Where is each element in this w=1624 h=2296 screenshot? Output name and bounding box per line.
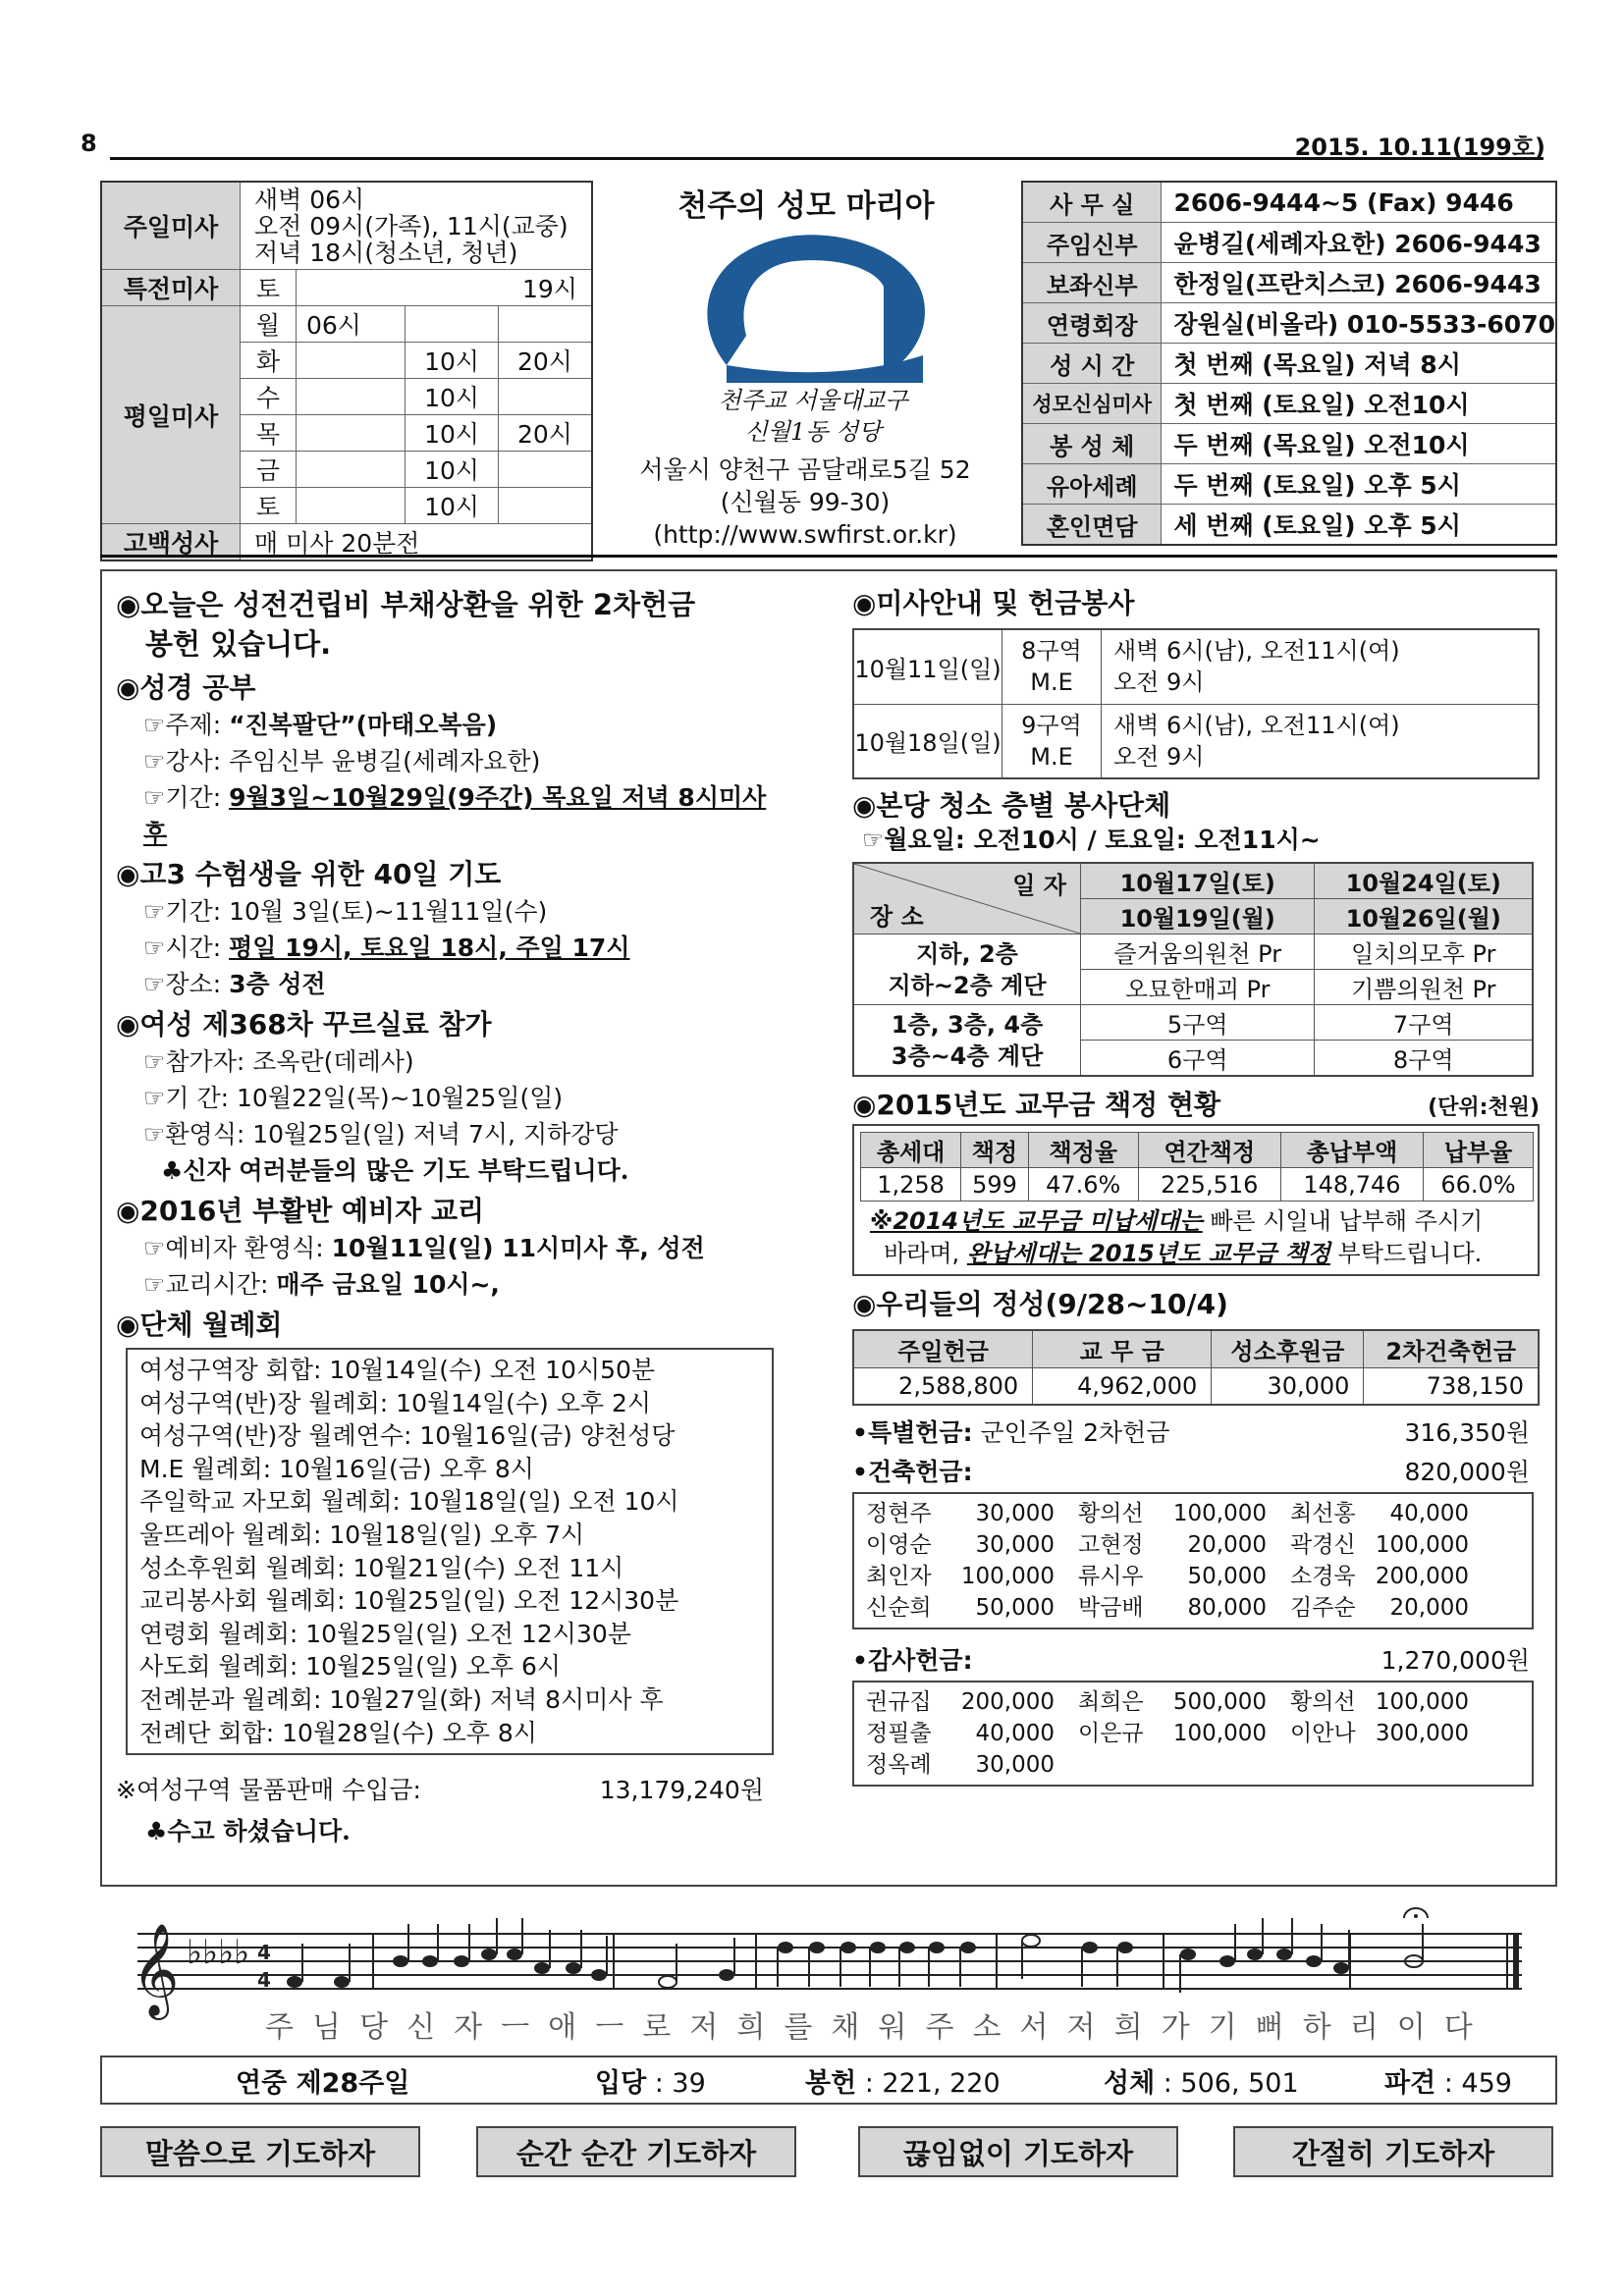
list-item: 주일학교 자모회 월례회: 10월18일(일) 오전 10시	[139, 1487, 679, 1517]
cleaning-heading: ◉본당 청소 층별 봉사단체	[852, 789, 1171, 822]
offering-table: 주일헌금 교 무 금 성소후원금 2차건축헌금 2,588,800 4,962,000 30,000 738,150	[852, 1329, 1540, 1406]
list-item: 울뜨레아 월례회: 10월18일(일) 오후 7시	[139, 1520, 585, 1549]
sale-income: ※여성구역 물품판매 수입금: 13,179,240원	[116, 1776, 764, 1805]
anticipated-mass-label: 특전미사	[101, 270, 241, 306]
sunday-mass-times: 새벽 06시 오전 09시(가족), 11시(교중) 저녁 18시(청소년, 청년)	[241, 182, 593, 270]
sunday-mass-label: 주일미사	[101, 182, 241, 270]
list-item: 전례단 회합: 10월28일(수) 오후 8시	[139, 1718, 537, 1747]
mass-schedule-table: 주일미사 새벽 06시 오전 09시(가족), 11시(교중) 저녁 18시(청소년, 청년) 특전미사 토 19시 평일미사 월 06시 화 10시 20시 수 10시 목 10시 20시 금 10시 토 10시 고백성사 매 미사 20분전	[100, 181, 593, 561]
list-item: 여성구역장 회합: 10월14일(수) 오전 10시50분	[139, 1356, 656, 1384]
treble-clef-icon: 𝄞	[132, 1923, 180, 2016]
weekday-mass-label: 평일미사	[101, 306, 241, 524]
list-item: 교리봉사회 월례회: 10월25일(일) 오전 12시30분	[139, 1586, 679, 1616]
cursillo-heading: ◉여성 제368차 꾸르실료 참가	[116, 1008, 492, 1041]
key-signature-flats: ♭♭♭♭	[187, 1933, 250, 1972]
header-rule	[110, 157, 1543, 160]
motto-box-1: 말씀으로 기도하자	[100, 2126, 420, 2177]
exam-prayer-heading: ◉고3 수험생을 위한 40일 기도	[116, 858, 502, 890]
special-offering: •특별헌금: 군인주일 2차헌금 316,350원	[852, 1418, 1530, 1447]
right-column: ◉미사안내 및 헌금봉사 10월11일(일) 8구역 M.E 새벽 6시(남), 오전11시(여) 오전 9시 10월18일(일) 9구역 M.E 새벽 6시(남), 오전11시(여) 오전 9시 ◉본당 청소 층별 봉사단체 ☞월요일: 오전10시 / 토요일: 오전11시~ 일 자 장 소 10월17일(토) 10월24일(토) 10월19일(월) 10월26일(월) 지하, 2층 지하~2층 계단 즐거움의원천 Pr 일치의모후 Pr 오묘한매괴 Pr 기쁨의원천 Pr 1층, 3층, 4층 3층~4층 계단 5구역 7구역 6구역 8구역 ◉2015년도 교무금 책정 현황 (단위:천원) 총세대 책정 책정율 연간책정 총납부액 납부율 1,258 599 47.6% 225,516 148,746 66.0% ※2014년도 교무금 미납세대는 빠른 시일내 납부해 주시기 바라며, 완납세대는 2015년도 교무금 책정 부탁드립니다. ◉우리들의 정성(9/28~10/4) 주일헌금 교 무 금 성소후원금 2차건축헌금 2,588,800 4,962,000 30,000 738,150 •특별헌금: 군인주일 2차헌금 316,350원 •건축헌금: 820,000원 정현주 30,000 황의선 100,000 최선홍 40,000 이영순 30,000 고현정 20,000 곽경신 100,000 최인자 100,000 류시우 50,000 소경욱 200,000 신순희 50,000 박금배 80,000 김주순 20,000 •감사헌금: 1,270,000원 권규집 200,000 최희은 500,000 황의선 100,000 정필출 40,000 이은규 100,000 이안나 300,000 정옥례 30,000	[852, 585, 1540, 1787]
building-donors-list: 정현주 30,000 황의선 100,000 최선홍 40,000 이영순 30,000 고현정 20,000 곽경신 100,000 최인자 100,000 류시우 50,000 소경욱 200,000 신순희 50,000 박금배 80,000 김주순 20,000	[852, 1492, 1534, 1629]
list-item: 여성구역(반)장 월례연수: 10월16일(금) 양천성당	[139, 1421, 676, 1451]
list-item: 전례분과 월례회: 10월27일(화) 저녁 8시미사 후	[139, 1684, 664, 1714]
office-contact-table: 사 무 실 2606-9444~5 (Fax) 9446 주임신부 윤병길(세례자요한) 2606-9443 보좌신부 한정일(프란치스코) 2606-9443 연령회장 장원실(비올라) 010-5533-6070 성 시 간 첫 번째 (목요일) 저녁 8시 성모신심미사 첫 번째 (토요일) 오전10시 봉 성 체 두 번째 (목요일) 오전10시 유아세례 두 번째 (토요일) 오후 5시 혼인면담 세 번째 (토요일) 오후 5시	[1021, 181, 1557, 546]
list-item: 연령회 월례회: 10월25일(일) 오전 12시30분	[139, 1619, 631, 1648]
logo-caption-2: 신월1동 성당	[744, 418, 882, 446]
liturgy-hymn-bar: 연중 제28주일 입당 : 39 봉헌 : 221, 220 성체 : 506, 501 파견 : 459	[100, 2056, 1557, 2105]
mass-guide-table: 10월11일(일) 8구역 M.E 새벽 6시(남), 오전11시(여) 오전 9시 10월18일(일) 9구역 M.E 새벽 6시(남), 오전11시(여) 오전 9시	[852, 628, 1540, 779]
left-column: ◉오늘은 성전건립비 부채상환을 위한 2차헌금 봉헌 있습니다. ◉성경 공부 ☞주제: “진복팔단”(마태오복음) ☞강사: 주임신부 윤병길(세례자요한) ☞기간: 9월3일~10월29일(9주간) 목요일 저녁 8시미사 후 ◉고3 수험생을 위한 40일 기도 ☞기간: 10월 3일(토)~11월11일(수) ☞시간: 평일 19시, 토요일 18시, 주일 17시 ☞장소: 3층 성전 ◉여성 제368차 꾸르실료 참가 ☞참가자: 조옥란(데레사) ☞기 간: 10월22일(목)~10월25일(일) ☞환영식: 10월25일(일) 저녁 7시, 지하강당 ♣신자 여러분들의 많은 기도 부탁드립니다. ◉2016년 부활반 예비자 교리 ☞예비자 환영식: 10월11일(일) 11시미사 후, 성전 ☞교리시간: 매주 금요일 10시~, ◉단체 월례회 여성구역장 회합: 10월14일(수) 오전 10시50분 여성구역(반)장 월례회: 10월14일(수) 오후 2시 여성구역(반)장 월례연수: 10월16일(금) 양천성당 M.E 월례회: 10월16일(금) 오후 8시 주일학교 자모회 월례회: 10월18일(일) 오전 10시 울뜨레아 월례회: 10월18일(일) 오후 7시 성소후원회 월례회: 10월21일(수) 오전 11시 교리봉사회 월례회: 10월25일(일) 오전 12시30분 연령회 월례회: 10월25일(일) 오전 12시30분 사도회 월례회: 10월25일(일) 오후 6시 전례분과 월례회: 10월27일(화) 저녁 8시미사 후 전례단 회합: 10월28일(수) 오후 8시 ※여성구역 물품판매 수입금: 13,179,240원 ♣수고 하셨습니다.	[116, 585, 793, 1847]
bible-study-heading: ◉성경 공부	[116, 671, 256, 704]
thanks-donors-list: 권규집 200,000 최희은 500,000 황의선 100,000 정필출 40,000 이은규 100,000 이안나 300,000 정옥례 30,000	[852, 1681, 1534, 1787]
issue-date: 2015. 10.11(199호)	[1294, 133, 1545, 161]
confession-label: 고백성사	[101, 524, 241, 561]
parish-title: 천주의 성모 마리아	[677, 188, 935, 224]
parish-address: 서울시 양천구 곰달래로5길 52 (신월동 99-30) (http://www.swfirst.or.kr)	[609, 454, 1001, 551]
list-item: 여성구역(반)장 월례회: 10월14일(수) 오후 2시	[139, 1388, 652, 1417]
svg-text:4: 4	[257, 1941, 271, 1964]
svg-text:4: 4	[257, 1968, 271, 1992]
parish-logo-icon	[687, 228, 939, 383]
list-item: 성소후원회 월례회: 10월21일(수) 오전 11시	[139, 1553, 624, 1582]
thanks-offering: •감사헌금: 1,270,000원	[852, 1646, 1530, 1675]
motto-box-2: 순간 순간 기도하자	[476, 2126, 796, 2177]
motto-box-4: 간절히 기도하자	[1233, 2126, 1553, 2177]
catechumen-heading: ◉2016년 부활반 예비자 교리	[116, 1195, 485, 1227]
parish-website-link[interactable]: (http://www.swfirst.or.kr)	[653, 520, 957, 549]
page-number: 8	[81, 130, 97, 157]
dues-box: 총세대 책정 책정율 연간책정 총납부액 납부율 1,258 599 47.6% 225,516 148,746 66.0% ※2014년도 교무금 미납세대는 빠른 시일내 납부해 주시기 바라며, 완납세대는 2015년도 교무금 책정 부탁드립니다.	[852, 1124, 1540, 1276]
building-offering: •건축헌금: 820,000원	[852, 1458, 1530, 1486]
liturgical-week: 연중 제28주일	[236, 2067, 410, 2099]
mass-guide-heading: ◉미사안내 및 헌금봉사	[852, 587, 1135, 619]
list-item: 사도회 월례회: 10월25일(일) 오후 6시	[139, 1652, 562, 1682]
logo-caption-1: 천주교 서울대교구	[718, 387, 908, 414]
dues-heading: ◉2015년도 교무금 책정 현황	[852, 1089, 1221, 1121]
monthly-meetings-heading: ◉단체 월례회	[116, 1308, 283, 1341]
motto-box-3: 끊임없이 기도하자	[858, 2126, 1178, 2177]
notice-building-offering: ◉오늘은 성전건립비 부채상환을 위한 2차헌금 봉헌 있습니다.	[116, 588, 696, 661]
section-divider	[100, 555, 1557, 558]
offering-heading: ◉우리들의 정성(9/28~10/4)	[852, 1288, 1228, 1320]
dues-table: 총세대 책정 책정율 연간책정 총납부액 납부율 1,258 599 47.6% 225,516 148,746 66.0%	[860, 1132, 1534, 1201]
list-item: M.E 월례회: 10월16일(금) 오후 8시	[139, 1454, 534, 1483]
cleaning-table: 일 자 장 소 10월17일(토) 10월24일(토) 10월19일(월) 10월26일(월) 지하, 2층 지하~2층 계단 즐거움의원천 Pr 일치의모후 Pr 오묘한매괴 Pr 기쁨의원천 Pr 1층, 3층, 4층 3층~4층 계단 5구역 7구역 6구역 8구역	[852, 862, 1534, 1077]
monthly-meetings-list	[126, 1348, 774, 1755]
hymn-lyrics: 주 님 당 신 자 ㅡ 애 ㅡ 로 저 희 를 채 워 주 소 서 저 희 가 기 뻐 하 리 이 다	[265, 2010, 1473, 2045]
